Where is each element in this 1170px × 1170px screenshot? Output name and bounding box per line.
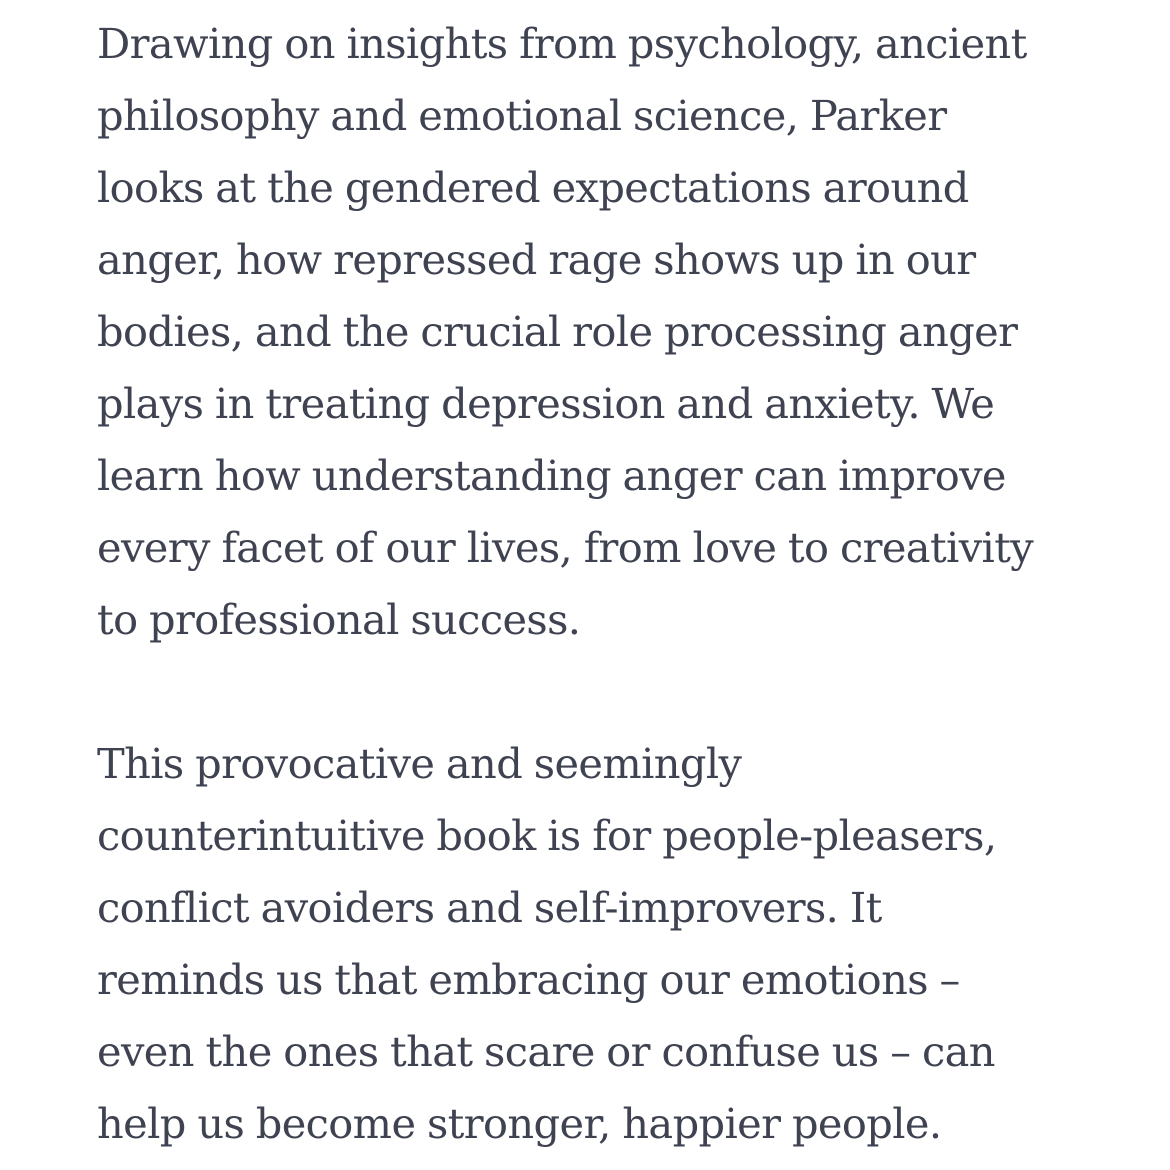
text-line: looks at the gendered expectations around bbox=[97, 163, 969, 212]
paragraph-2 bbox=[97, 728, 1097, 1160]
text-line: Drawing on insights from psychology, ancient bbox=[97, 19, 1027, 68]
text-line: conflict avoiders and self-improvers. It bbox=[97, 883, 882, 932]
text-line: every facet of our lives, from love to creativity bbox=[97, 523, 1034, 572]
text-line: This provocative and seemingly bbox=[97, 739, 742, 788]
text-line: reminds us that embracing our emotions – bbox=[97, 955, 960, 1004]
text-line: help us become stronger, happier people. bbox=[97, 1099, 942, 1148]
paragraph-1 bbox=[97, 8, 1097, 656]
text-line: learn how understanding anger can improve bbox=[97, 451, 1006, 500]
text-line: counterintuitive book is for people-pleasers, bbox=[97, 811, 997, 860]
article-body bbox=[97, 8, 1097, 1160]
text-line: anger, how repressed rage shows up in our bbox=[97, 235, 976, 284]
text-line: bodies, and the crucial role processing anger bbox=[97, 307, 1018, 356]
text-line: philosophy and emotional science, Parker bbox=[97, 91, 947, 140]
text-line: to professional success. bbox=[97, 595, 581, 644]
paragraph-spacer bbox=[97, 656, 1097, 728]
text-line: plays in treating depression and anxiety. We bbox=[97, 379, 995, 428]
text-line: even the ones that scare or confuse us – can bbox=[97, 1027, 995, 1076]
